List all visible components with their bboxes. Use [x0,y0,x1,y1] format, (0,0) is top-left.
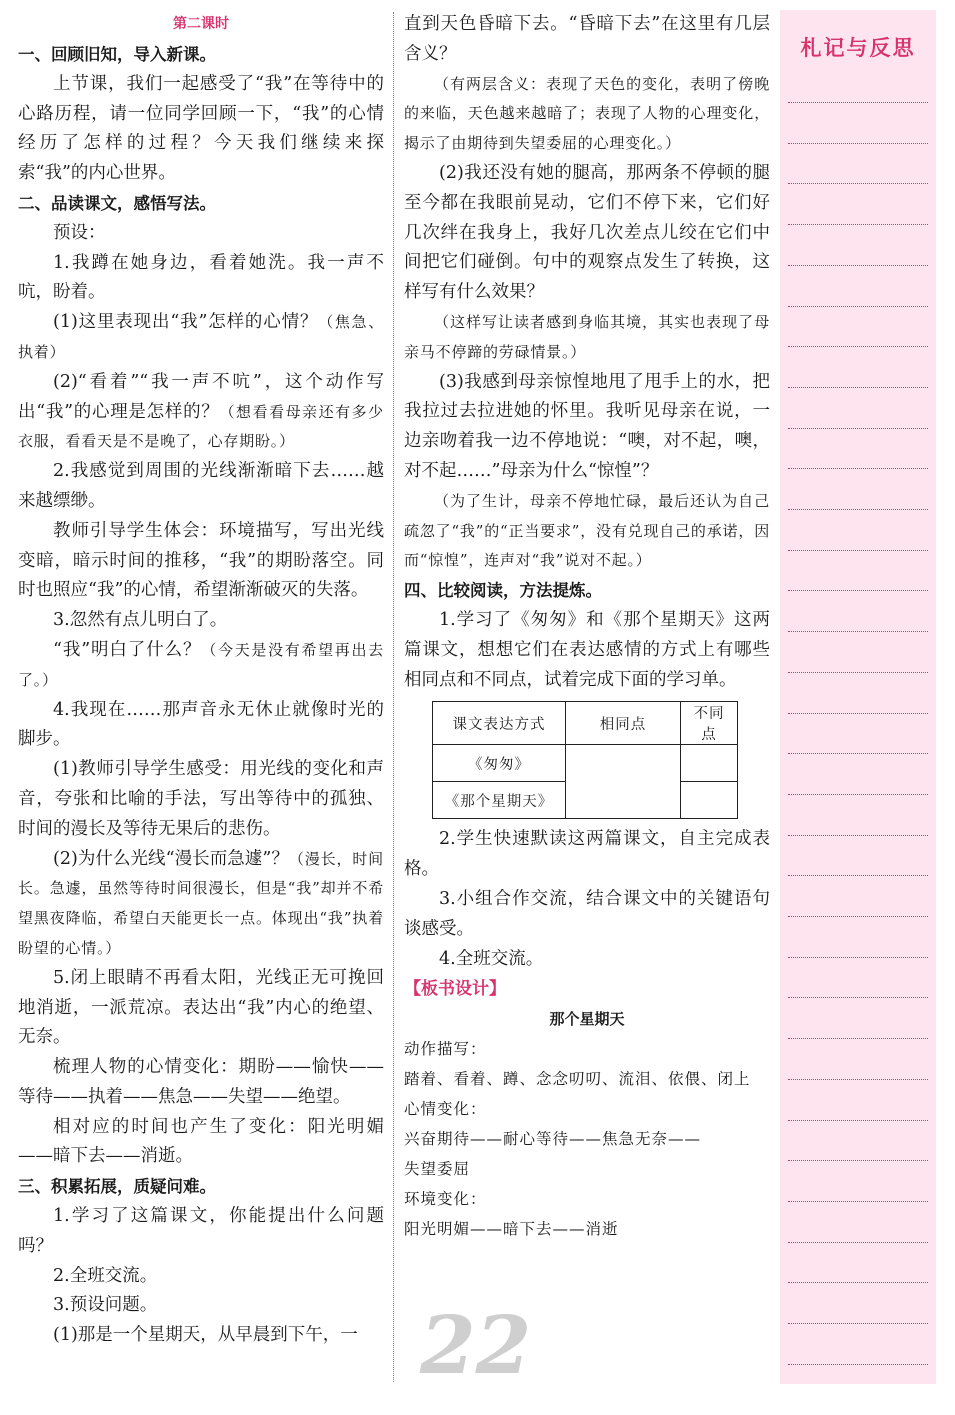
table-row [433,702,738,745]
paragraph: 2.我感觉到周围的光线渐渐暗下去……越来越缥缈。 [18,461,384,511]
table-header: 不同点 [681,702,738,745]
paragraph [18,845,384,964]
board-line: 踏着、看着、蹲、念念叨叨、流泪、依偎、闭上 [404,1070,751,1089]
table-cell: 《匆匆》 [433,745,566,782]
note-line [788,468,928,469]
paragraph: (3)我感到母亲惊惶地甩了甩手上的水，把我拉过去拉进她的怀里。我听见母亲在说，一边亲吻着我一边不停地说：“噢，对不起，噢，对不起……”母亲为什么“惊惶”？ [404,371,770,481]
table-row [433,745,738,782]
sidebar-title: 札记与反思 [800,36,916,60]
board-line: 兴奋期待——耐心等待——焦急无奈—— [404,1130,702,1149]
note-line [788,631,928,632]
paragraph [18,308,384,368]
board-design-tag: 【板书设计】 [404,979,506,1000]
paragraph: 4.全班交流。 [439,948,544,969]
paragraph: 相对应的时间也产生了变化：阳光明媚——暗下去——消逝。 [18,1116,384,1167]
note-line [788,265,928,266]
section-4-heading: 四、比较阅读，方法提炼。 [404,581,602,601]
board-line: 环境变化： [404,1190,487,1209]
answer-note: （为了生计，母亲不停地忙碌，最后还认为自己疏忽了“我”的“正当要求”，没有兑现自己的承诺，因而“惊惶”，连声对“我”说对不起。） [404,491,770,570]
note-line [788,183,928,184]
paragraph: 直到天色昏暗下去。“昏暗下去”在这里有几层含义？ [404,14,770,64]
comparison-table [432,701,738,819]
note-line [788,672,928,673]
question: “我”明白了什么？ [53,639,202,660]
board-title: 那个星期天 [549,1010,625,1029]
note-line [788,753,928,754]
note-line [788,550,928,551]
paragraph: 4.我现在……那声音永无休止就像时光的脚步。 [18,699,384,750]
board-line: 阳光明媚——暗下去——消逝 [404,1220,619,1239]
section-2-heading: 二、品读课文，感悟写法。 [18,193,216,213]
paragraph: 2.全班交流。 [53,1265,158,1286]
note-line [788,997,928,998]
table-header: 相同点 [566,702,681,745]
paragraph: (1)那是一个星期天，从早晨到下午，一 [53,1325,358,1346]
note-line [788,143,928,144]
note-line [788,916,928,917]
note-line [788,875,928,876]
paragraph: 1.学习了这篇课文，你能提出什么问题吗？ [18,1206,384,1256]
answer-note: （焦急、执着） [18,313,384,361]
paragraph: 1.学习了《匆匆》和《那个星期天》这两篇课文，想想它们在表达感情的方式上有哪些相同点和不同点，试着完成下面的学习单。 [404,609,770,690]
board-line: 动作描写： [404,1040,487,1059]
table-cell: 《那个星期天》 [433,782,566,819]
page-number: 22 [420,1298,532,1392]
note-line [788,835,928,836]
paragraph: 3.预设问题。 [53,1295,158,1316]
paragraph: 1.我蹲在她身边，看着她洗。我一声不吭，盼着。 [18,252,384,303]
section-3-heading: 三、积累拓展，质疑问难。 [18,1177,216,1197]
note-line [788,1160,928,1161]
question: (2)“看着”“我一声不吭”，这个动作写出“我”的心理是怎样的？ [18,371,384,422]
note-line [788,1323,928,1324]
paragraph: 3.忽然有点儿明白了。 [53,610,228,631]
paragraph: 5.闭上眼睛不再看太阳，光线正无可挽回地消逝，一派荒凉。表达出“我”内心的绝望、无奈。 [18,967,384,1048]
note-line [788,1201,928,1202]
note-line [788,1079,928,1080]
answer-note: （想看看母亲还有多少衣服，看看天是不是晚了，心存期盼。） [18,402,384,451]
note-line [788,346,928,347]
left-column [18,10,384,1351]
note-line [788,1038,928,1039]
table-header: 课文表达方式 [433,702,566,745]
lesson-title: 第二课时 [173,16,229,32]
note-line [788,102,928,103]
paragraph: 3.小组合作交流，结合课文中的关键语句谈感受。 [404,888,770,939]
middle-column [404,10,770,1244]
section-1-heading: 一、回顾旧知，导入新课。 [18,45,216,64]
note-line [788,1242,928,1243]
note-line [788,590,928,591]
note-line [788,387,928,388]
answer-note: （今天是没有希望再出去了。） [18,640,384,689]
table-cell-empty [681,782,738,819]
paragraph [18,368,384,457]
answer-note: （这样写让读者感到身临其境，其实也表现了母亲马不停蹄的劳碌情景。） [404,312,770,361]
paragraph [18,636,384,696]
paragraph: (1)教师引导学生感受：用光线的变化和声音，夸张和比喻的手法，写出等待中的孤独、时间的漫长及等待无果后的悲伤。 [18,759,384,839]
note-line [788,1282,928,1283]
board-line: 失望委屈 [404,1160,471,1179]
paragraph: 教师引导学生体会：环境描写，写出光线变暗，暗示时间的推移，“我”的期盼落空。同时也照应“我”的心情，希望渐渐破灭的失落。 [18,520,384,601]
paragraph: 梳理人物的心情变化：期盼——愉快——等待——执着——焦急——失望——绝望。 [18,1057,384,1107]
column-divider [393,12,394,1382]
table-cell-empty [681,745,738,782]
note-line [788,1120,928,1121]
answer-note: （漫长，时间长。急遽，虽然等待时间很漫长，但是“我”却并不希望黑夜降临，希望白天能更长一点。体现出“我”执着盼望的心情。） [18,849,384,957]
note-line [788,713,928,714]
note-line [788,794,928,795]
note-line [788,428,928,429]
note-line [788,1364,928,1365]
note-line [788,957,928,958]
notes-sidebar [780,10,936,1384]
note-line [788,509,928,510]
paragraph: 上节课，我们一起感受了“我”在等待中的心路历程，请一位同学回顾一下，“我”的心情经历了怎样的过程？今天我们继续来探索“我”的内心世界。 [18,73,384,184]
question: (1)这里表现出“我”怎样的心情？ [53,312,319,333]
paragraph: 2.学生快速默读这两篇课文，自主完成表格。 [404,829,770,880]
paragraph: (2)我还没有她的腿高，那两条不停顿的腿至今都在我眼前晃动，它们不停下来，它们好几次绊在我身上，我好几次差点儿绞在它们中间把它们碰倒。句中的观察点发生了转换，这样写有什么效果？ [404,162,770,303]
note-line [788,224,928,225]
board-line: 心情变化： [404,1100,487,1119]
paragraph: 预设： [53,222,106,243]
answer-note: （有两层含义：表现了天色的变化，表明了傍晚的来临，天色越来越暗了；表现了人物的心理变化，揭示了由期待到失望委屈的心理变化。） [404,74,770,153]
question: (2)为什么光线“漫长而急遽”？ [53,848,289,869]
table-cell-empty [566,745,681,819]
note-line [788,306,928,307]
